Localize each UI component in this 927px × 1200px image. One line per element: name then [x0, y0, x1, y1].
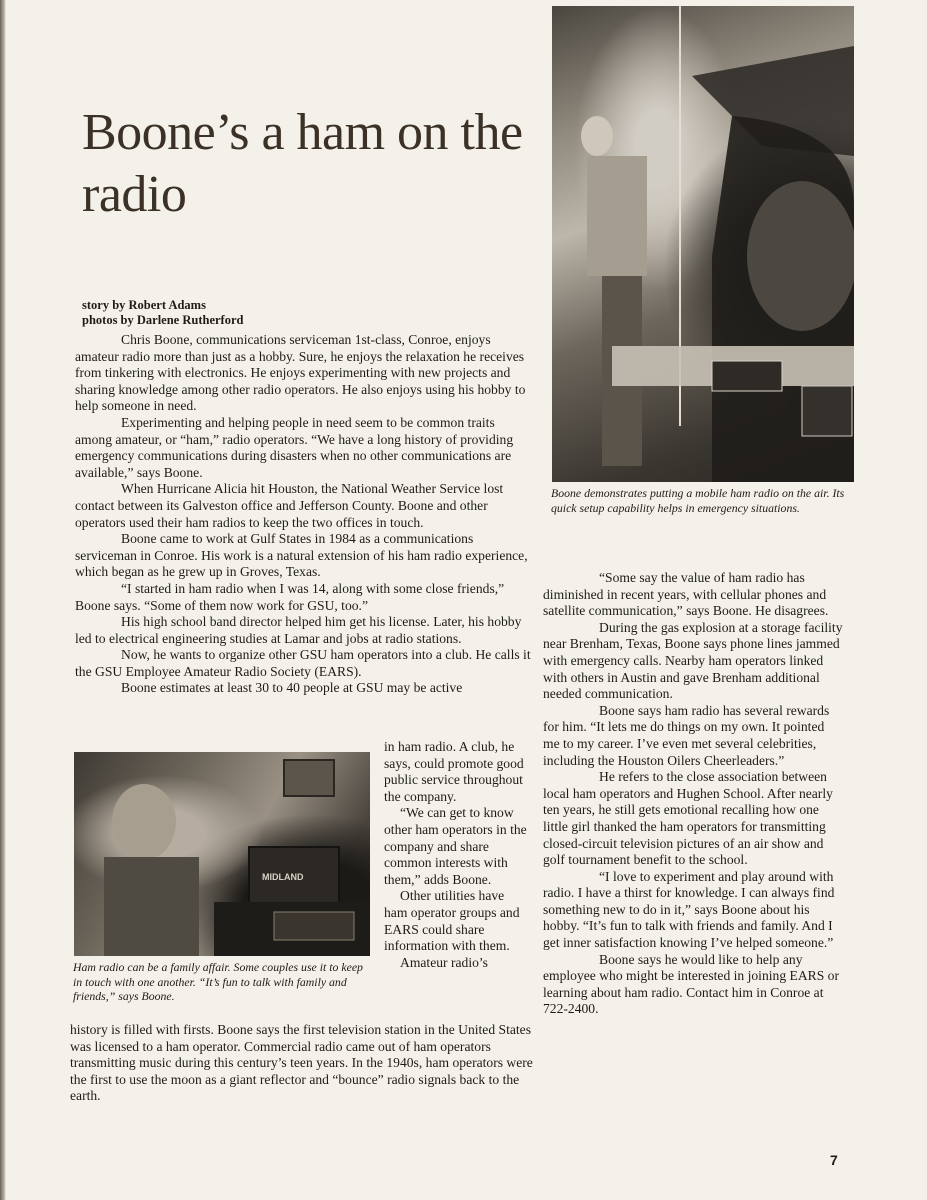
paragraph: “We can get to know other ham operators in the company and share common interests with them,” adds Boone. — [384, 805, 527, 887]
paragraph: Boone says he would like to help any employee who might be interested in joining EARS or learning about ham radio. Contact him in Conroe at 722-2400. — [543, 951, 839, 1017]
wrap-column-text — [384, 739, 530, 971]
bottom-photo-caption: Ham radio can be a family affair. Some couples use it to keep in touch with one another. “It’s fun to talk with family and friends,” says Boone. — [73, 960, 363, 1003]
paragraph: “I love to experiment and play around with radio. I have a thirst for knowledge. I can always find something new to do in it,” says Boone about his hobby. “It’s fun to talk with friends and family. And I get inner satisfaction knowing I’ve helped someone.” — [543, 868, 835, 951]
paragraph: Other utilities have ham operator groups and EARS could share information with them. — [384, 888, 520, 954]
paragraph: “Some say the value of ham radio has diminished in recent years, with cellular phones and satellite communication,” says Boone. He disagrees. — [543, 570, 829, 619]
mobile-radio-photo-art — [552, 6, 854, 482]
paragraph: During the gas explosion at a storage facility near Brenham, Texas, Boone says phone lines jammed with emergency calls. Nearby ham operators linked with others in Austin and gave Brenham additional needed communication. — [543, 619, 843, 702]
paragraph: Now, he wants to organize other GSU ham operators into a club. He calls it the GSU Employee Amateur Radio Society (EARS). — [75, 647, 531, 679]
top-photo-caption: Boone demonstrates putting a mobile ham radio on the air. Its quick setup capability helps in emergency situations. — [551, 486, 845, 515]
right-column-text — [543, 570, 843, 1018]
radio-desk-photo-art — [74, 752, 370, 956]
paragraph: He refers to the close association between local ham operators and Hughen School. After nearly ten years, he still gets emotional recalling how one little girl thanked the ham operators for transmitting closed-circuit television pictures of an air show and golf tournament benefit to the school. — [543, 769, 833, 868]
radio-desk-photo — [74, 752, 370, 956]
photo-credit: photos by Darlene Rutherford — [82, 313, 244, 327]
bottom-paragraph-block — [70, 1022, 535, 1105]
paragraph: in ham radio. A club, he says, could promote good public service throughout the company. — [384, 739, 524, 804]
paragraph: His high school band director helped him get his license. Later, his hobby led to electrical engineering studies at Lamar and jobs at radio stations. — [75, 614, 522, 646]
paragraph: Chris Boone, communications serviceman 1st-class, Conroe, enjoys amateur radio more than just as a hobby. Sure, he enjoys the relaxation he receives from tinkering with electronics. He enjoys experimenting with new projects and sharing knowledge among other radio operators. He also enjoys using his hobby to help someone in need. — [75, 332, 526, 414]
paragraph: Amateur radio’s — [400, 954, 488, 970]
radio-brand-label: MIDLAND — [262, 872, 304, 882]
paragraph: Experimenting and helping people in need seem to be common traits among amateur, or “ham,” radio operators. “We have a long history of providing emergency communications during disasters when no other communications are available,” says Boone. — [75, 414, 514, 480]
paragraph: Boone says ham radio has several rewards for him. “It lets me do things on my own. It pointed me to my career. I’ve even met several celebrities, including the Houston Oilers Cheerleaders.” — [543, 702, 830, 768]
byline — [82, 298, 502, 328]
paragraph: “I started in ham radio when I was 14, along with some close friends,” Boone says. “Some of them now work for GSU, too.” — [75, 580, 505, 613]
left-column-text — [75, 332, 535, 697]
paragraph: Boone estimates at least 30 to 40 people at GSU may be active — [121, 680, 463, 696]
story-credit: story by Robert Adams — [82, 298, 206, 312]
page-number: 7 — [830, 1152, 838, 1168]
paragraph: When Hurricane Alicia hit Houston, the National Weather Service lost contact between its Galveston office and Jefferson County. Boone and other operators used their ham radios to keep the two offices in touch. — [75, 481, 504, 530]
article-title: Boone’s a ham on the radio — [82, 104, 523, 223]
paragraph: history is filled with firsts. Boone says the first television station in the United States was licensed to a ham operator. Commercial radio came out of ham operators transmitting music during this century’s teen years. In the 1940s, ham operators were the first to use the moon as a giant reflector and “bounce” radio signals back to the earth. — [70, 1022, 533, 1104]
paragraph: Boone came to work at Gulf States in 1984 as a communications serviceman in Conroe. His work is a natural extension of his ham radio experience, which began as he grew up in Groves, Texas. — [75, 531, 528, 580]
page-edge — [0, 0, 6, 1200]
mobile-radio-photo — [552, 6, 854, 482]
